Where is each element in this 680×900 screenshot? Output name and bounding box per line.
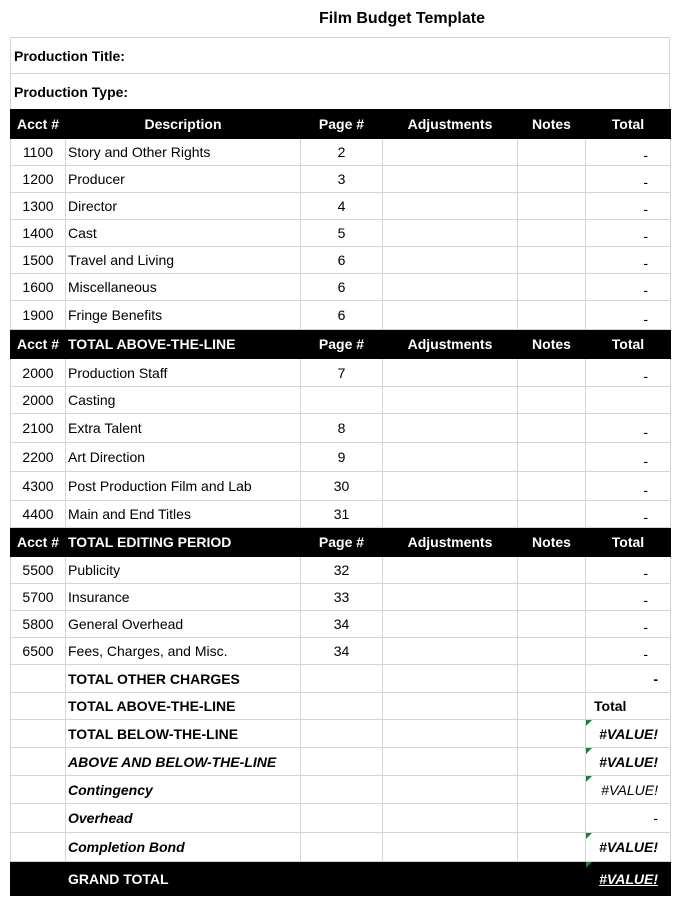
acct-cell[interactable] <box>11 833 66 862</box>
notes-cell[interactable] <box>518 301 586 330</box>
total-value: - <box>643 482 648 498</box>
acct-cell[interactable]: 5800 <box>11 611 66 638</box>
notes-cell[interactable] <box>518 557 586 584</box>
total-cell[interactable] <box>586 193 671 220</box>
total-cell[interactable] <box>586 301 671 330</box>
error-marker-icon <box>586 776 592 782</box>
table-row <box>11 139 671 166</box>
acct-cell[interactable]: 4300 <box>11 472 66 501</box>
summary-value-text: - <box>653 810 658 826</box>
total-cell[interactable] <box>586 638 671 665</box>
total-cell[interactable] <box>586 220 671 247</box>
page-cell <box>301 862 383 896</box>
adjustments-cell[interactable] <box>383 220 518 247</box>
acct-cell[interactable]: 2000 <box>11 359 66 387</box>
page-cell[interactable]: 34 <box>301 611 383 638</box>
description-cell[interactable]: Fringe Benefits <box>66 301 301 330</box>
description-cell[interactable]: Insurance <box>66 584 301 611</box>
notes-cell[interactable] <box>518 833 586 862</box>
total-cell[interactable] <box>586 247 671 274</box>
total-value: - <box>643 509 648 525</box>
table-row <box>11 472 671 501</box>
adjustments-cell[interactable] <box>383 139 518 166</box>
page-cell[interactable]: 34 <box>301 638 383 665</box>
total-value: - <box>643 147 648 163</box>
acct-cell[interactable] <box>11 748 66 776</box>
summary-value[interactable] <box>586 776 671 804</box>
notes-cell[interactable] <box>518 776 586 804</box>
summary-value[interactable] <box>586 748 671 776</box>
page-cell[interactable] <box>301 665 383 693</box>
acct-cell[interactable]: 2000 <box>11 387 66 414</box>
notes-cell[interactable] <box>518 720 586 748</box>
page-cell[interactable]: 6 <box>301 247 383 274</box>
total-value: - <box>643 255 648 271</box>
table-row <box>11 301 671 330</box>
header-description: TOTAL ABOVE-THE-LINE <box>66 330 301 359</box>
notes-cell[interactable] <box>518 139 586 166</box>
summary-label: Completion Bond <box>66 833 301 862</box>
total-value: - <box>643 174 648 190</box>
error-marker-icon <box>586 833 592 839</box>
summary-label: Overhead <box>66 804 301 833</box>
description-cell[interactable]: Fees, Charges, and Misc. <box>66 638 301 665</box>
notes-cell <box>518 862 586 896</box>
header-page: Page # <box>301 528 383 557</box>
header-page: Page # <box>301 330 383 359</box>
notes-cell[interactable] <box>518 443 586 472</box>
total-value: - <box>643 311 648 327</box>
acct-cell[interactable]: 5700 <box>11 584 66 611</box>
description-cell[interactable]: Producer <box>66 166 301 193</box>
summary-row <box>11 748 671 776</box>
description-cell[interactable]: Publicity <box>66 557 301 584</box>
summary-row <box>11 665 671 693</box>
header-acct: Acct # <box>11 330 66 359</box>
page-cell[interactable] <box>301 693 383 720</box>
description-cell[interactable]: Director <box>66 193 301 220</box>
notes-cell[interactable] <box>518 414 586 443</box>
acct-cell[interactable] <box>11 693 66 720</box>
total-cell[interactable] <box>586 387 671 414</box>
total-cell[interactable] <box>586 584 671 611</box>
description-cell[interactable]: Main and End Titles <box>66 501 301 528</box>
adjustments-cell[interactable] <box>383 274 518 301</box>
summary-label: TOTAL OTHER CHARGES <box>66 665 301 693</box>
page-cell[interactable]: 3 <box>301 166 383 193</box>
summary-value-text: #VALUE! <box>599 753 658 770</box>
notes-cell[interactable] <box>518 804 586 833</box>
acct-cell[interactable]: 1600 <box>11 274 66 301</box>
adjustments-cell[interactable] <box>383 166 518 193</box>
total-cell[interactable] <box>586 166 671 193</box>
adjustments-cell[interactable] <box>383 665 518 693</box>
header-row <box>11 110 671 139</box>
description-cell[interactable]: General Overhead <box>66 611 301 638</box>
table-row <box>11 247 671 274</box>
header-notes: Notes <box>518 528 586 557</box>
notes-cell[interactable] <box>518 274 586 301</box>
grand-total-value-text: #VALUE! <box>599 870 658 887</box>
adjustments-cell[interactable] <box>383 301 518 330</box>
total-value: - <box>643 619 648 635</box>
sheet-title: Film Budget Template <box>319 10 485 27</box>
page-cell[interactable]: 32 <box>301 557 383 584</box>
table-row <box>11 414 671 443</box>
total-value: - <box>643 646 648 662</box>
section-header-row <box>11 330 671 359</box>
notes-cell[interactable] <box>518 693 586 720</box>
notes-cell[interactable] <box>518 501 586 528</box>
adjustments-cell[interactable] <box>383 387 518 414</box>
error-marker-icon <box>586 862 592 868</box>
total-cell[interactable] <box>586 443 671 472</box>
description-cell[interactable]: Miscellaneous <box>66 274 301 301</box>
acct-cell[interactable] <box>11 720 66 748</box>
adjustments-cell <box>383 862 518 896</box>
acct-cell[interactable]: 1900 <box>11 301 66 330</box>
acct-cell[interactable]: 1200 <box>11 166 66 193</box>
section-header-row <box>11 528 671 557</box>
notes-cell[interactable] <box>518 193 586 220</box>
table-row <box>11 443 671 472</box>
acct-cell[interactable] <box>11 776 66 804</box>
adjustments-cell[interactable] <box>383 693 518 720</box>
notes-cell[interactable] <box>518 665 586 693</box>
description-cell[interactable]: Art Direction <box>66 443 301 472</box>
page-cell[interactable]: 6 <box>301 274 383 301</box>
table-row <box>11 274 671 301</box>
adjustments-cell[interactable] <box>383 833 518 862</box>
production-type-row[interactable] <box>10 73 670 109</box>
summary-row <box>11 804 671 833</box>
page-cell[interactable]: 4 <box>301 193 383 220</box>
page-cell[interactable] <box>301 833 383 862</box>
summary-value-text: #VALUE! <box>599 725 658 742</box>
page-cell[interactable] <box>301 720 383 748</box>
total-cell[interactable] <box>586 557 671 584</box>
summary-value[interactable] <box>586 833 671 862</box>
acct-cell[interactable]: 6500 <box>11 638 66 665</box>
page-cell[interactable]: 8 <box>301 414 383 443</box>
header-adjustments: Adjustments <box>383 528 518 557</box>
adjustments-cell[interactable] <box>383 720 518 748</box>
header-adjustments: Adjustments <box>383 330 518 359</box>
page-cell[interactable] <box>301 748 383 776</box>
total-cell[interactable] <box>586 359 671 387</box>
adjustments-cell[interactable] <box>383 501 518 528</box>
acct-cell[interactable]: 2100 <box>11 414 66 443</box>
total-cell[interactable] <box>586 501 671 528</box>
header-total: Total <box>586 330 671 359</box>
production-title-row[interactable] <box>10 37 670 73</box>
budget-table <box>10 109 671 896</box>
page-cell[interactable] <box>301 776 383 804</box>
header-total: Total <box>586 528 671 557</box>
total-cell[interactable] <box>586 274 671 301</box>
acct-cell[interactable]: 2200 <box>11 443 66 472</box>
total-cell[interactable] <box>586 414 671 443</box>
adjustments-cell[interactable] <box>383 247 518 274</box>
summary-value[interactable] <box>586 693 671 720</box>
description-cell[interactable]: Production Staff <box>66 359 301 387</box>
acct-cell[interactable] <box>11 665 66 693</box>
page-cell[interactable]: 30 <box>301 472 383 501</box>
table-row <box>11 359 671 387</box>
error-marker-icon <box>586 720 592 726</box>
page-cell[interactable]: 9 <box>301 443 383 472</box>
header-acct: Acct # <box>11 110 66 139</box>
description-cell[interactable]: Extra Talent <box>66 414 301 443</box>
page-cell[interactable]: 2 <box>301 139 383 166</box>
notes-cell[interactable] <box>518 748 586 776</box>
adjustments-cell[interactable] <box>383 611 518 638</box>
adjustments-cell[interactable] <box>383 414 518 443</box>
page-cell[interactable] <box>301 804 383 833</box>
table-row <box>11 220 671 247</box>
total-value: - <box>643 282 648 298</box>
summary-row <box>11 720 671 748</box>
adjustments-cell[interactable] <box>383 584 518 611</box>
table-row <box>11 611 671 638</box>
total-cell[interactable] <box>586 472 671 501</box>
summary-label: TOTAL ABOVE-THE-LINE <box>66 693 301 720</box>
page-cell[interactable]: 7 <box>301 359 383 387</box>
acct-cell[interactable]: 1500 <box>11 247 66 274</box>
notes-cell[interactable] <box>518 584 586 611</box>
page-cell[interactable]: 31 <box>301 501 383 528</box>
total-value: - <box>643 453 648 469</box>
total-value: - <box>643 228 648 244</box>
adjustments-cell[interactable] <box>383 443 518 472</box>
summary-value[interactable] <box>586 804 671 833</box>
acct-cell[interactable]: 1100 <box>11 139 66 166</box>
page-cell[interactable]: 33 <box>301 584 383 611</box>
header-notes: Notes <box>518 110 586 139</box>
table-row <box>11 584 671 611</box>
header-description: Description <box>66 110 301 139</box>
production-type-label: Production Type: <box>14 83 129 100</box>
notes-cell[interactable] <box>518 220 586 247</box>
budget-sheet <box>10 37 670 896</box>
total-value: - <box>643 368 648 384</box>
header-acct: Acct # <box>11 528 66 557</box>
acct-cell[interactable]: 1300 <box>11 193 66 220</box>
adjustments-cell[interactable] <box>383 557 518 584</box>
table-row <box>11 557 671 584</box>
summary-value-text: Total <box>594 698 627 714</box>
table-row <box>11 638 671 665</box>
table-row <box>11 501 671 528</box>
header-total: Total <box>586 110 671 139</box>
header-adjustments: Adjustments <box>383 110 518 139</box>
summary-row <box>11 833 671 862</box>
description-cell[interactable]: Story and Other Rights <box>66 139 301 166</box>
grand-total-value[interactable] <box>586 862 671 896</box>
acct-cell <box>11 862 66 896</box>
adjustments-cell[interactable] <box>383 748 518 776</box>
description-cell[interactable]: Travel and Living <box>66 247 301 274</box>
page-cell[interactable]: 5 <box>301 220 383 247</box>
grand-total-label: GRAND TOTAL <box>66 862 301 896</box>
adjustments-cell[interactable] <box>383 638 518 665</box>
adjustments-cell[interactable] <box>383 804 518 833</box>
description-cell[interactable]: Cast <box>66 220 301 247</box>
adjustments-cell[interactable] <box>383 359 518 387</box>
summary-row <box>11 776 671 804</box>
table-row <box>11 387 671 414</box>
total-value: - <box>643 201 648 217</box>
page-cell[interactable] <box>301 387 383 414</box>
summary-label: ABOVE AND BELOW-THE-LINE <box>66 748 301 776</box>
notes-cell[interactable] <box>518 638 586 665</box>
acct-cell[interactable]: 1400 <box>11 220 66 247</box>
grand-total-row <box>11 862 671 896</box>
description-cell[interactable]: Casting <box>66 387 301 414</box>
total-value: - <box>643 592 648 608</box>
total-value: - <box>643 424 648 440</box>
summary-label: TOTAL BELOW-THE-LINE <box>66 720 301 748</box>
total-cell[interactable] <box>586 611 671 638</box>
summary-value[interactable] <box>586 720 671 748</box>
description-cell[interactable]: Post Production Film and Lab <box>66 472 301 501</box>
summary-value[interactable] <box>586 665 671 693</box>
summary-value-text: - <box>653 670 658 687</box>
notes-cell[interactable] <box>518 359 586 387</box>
production-title-label: Production Title: <box>14 47 125 64</box>
notes-cell[interactable] <box>518 166 586 193</box>
adjustments-cell[interactable] <box>383 776 518 804</box>
table-row <box>11 166 671 193</box>
summary-label: Contingency <box>66 776 301 804</box>
summary-value-text: #VALUE! <box>601 781 658 798</box>
notes-cell[interactable] <box>518 611 586 638</box>
adjustments-cell[interactable] <box>383 472 518 501</box>
header-notes: Notes <box>518 330 586 359</box>
acct-cell[interactable]: 5500 <box>11 557 66 584</box>
acct-cell[interactable] <box>11 804 66 833</box>
total-cell[interactable] <box>586 139 671 166</box>
total-value: - <box>643 565 648 581</box>
acct-cell[interactable]: 4400 <box>11 501 66 528</box>
header-page: Page # <box>301 110 383 139</box>
summary-row <box>11 693 671 720</box>
table-row <box>11 193 671 220</box>
summary-value-text: #VALUE! <box>599 839 658 855</box>
notes-cell[interactable] <box>518 387 586 414</box>
notes-cell[interactable] <box>518 472 586 501</box>
header-description: TOTAL EDITING PERIOD <box>66 528 301 557</box>
error-marker-icon <box>586 748 592 754</box>
page-cell[interactable]: 6 <box>301 301 383 330</box>
adjustments-cell[interactable] <box>383 193 518 220</box>
notes-cell[interactable] <box>518 247 586 274</box>
